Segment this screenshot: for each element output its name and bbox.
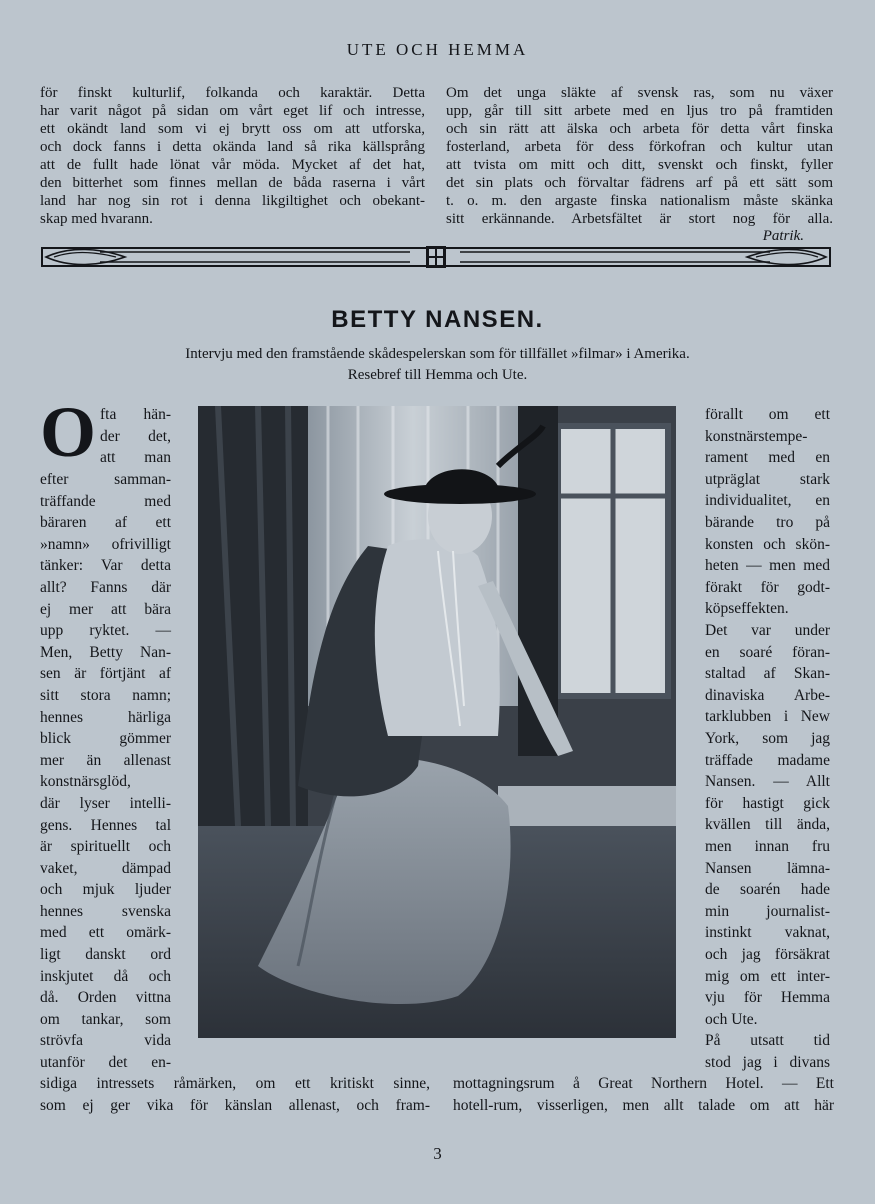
text-line: de soarén hade — [705, 881, 830, 899]
text-line: sitt erkännande. Arbetsfältet är stort nog för alla. — [446, 211, 833, 227]
text-line: utanför det en- — [40, 1054, 171, 1072]
text-line: sen är förtjänt af — [40, 665, 171, 683]
text-line: skap med hvarann. — [40, 211, 153, 227]
text-line: då. Orden vittna — [40, 989, 171, 1007]
text-line: blick gömmer — [40, 730, 171, 748]
ornamental-divider — [40, 244, 832, 272]
right-column-paragraph-2 — [705, 620, 830, 1030]
text-line: och dock fanns i detta okända land så rika källsprång — [40, 139, 425, 155]
text-line: rament med en — [705, 449, 830, 467]
text-line: träffade madame — [705, 751, 830, 769]
text-line: efter samman- — [40, 471, 171, 488]
text-line: dinaviska Arbe- — [705, 686, 830, 704]
text-line: fosterland, arbeta för dess förkofran och kultur utan — [446, 139, 833, 155]
text-line: det sin plats och förvaltar fädrens arf på ett sätt som — [446, 175, 833, 191]
text-line: konstnärstempe- — [705, 427, 808, 445]
text-line: och jag försäkrat — [705, 945, 830, 963]
text-line: tänker: Var detta — [40, 557, 171, 575]
text-line: förakt för godt- — [705, 578, 830, 596]
text-line: att tvista om mitt och ditt, svenskt och finskt, fyller — [446, 157, 833, 173]
text-line: vaket, dämpad — [40, 859, 171, 877]
text-line: kvällen till ända, — [705, 816, 830, 834]
text-line: min journalist- — [705, 902, 830, 920]
top-left-column — [40, 84, 425, 228]
text-line: där lyser intelli- — [40, 794, 171, 812]
text-line: för hastigt gick — [705, 794, 830, 812]
text-line: den bitterhet som finnes mellan de båda raserna i vårt — [40, 175, 425, 191]
text-line: t. o. m. den argaste finska nationalism måste skänka — [446, 193, 833, 209]
text-line: mottagningsrum å Great Northern Hotel. — Ett — [453, 1075, 834, 1092]
text-line: »namn» ofrivilligt — [40, 535, 171, 553]
portrait-illustration — [198, 406, 676, 1038]
bottom-left-column — [40, 1073, 430, 1117]
text-line: Nansen lämna- — [705, 859, 830, 877]
text-line: upp, går till sitt arbete med en ljus tro på framtiden — [446, 103, 833, 119]
text-line: ligt danskt ord — [40, 946, 171, 964]
text-line: är spirituellt och — [40, 838, 171, 856]
text-line: med ett omärk- — [40, 924, 171, 942]
text-line: och mjuk ljuder — [40, 881, 171, 899]
text-line: men innan fru — [705, 837, 830, 855]
text-line: mig om ett inter- — [705, 967, 830, 985]
article-title: BETTY NANSEN. — [331, 306, 544, 333]
left-column-head — [100, 404, 171, 469]
text-line: der det, — [100, 427, 171, 445]
text-line: hennes härliga — [40, 708, 171, 726]
article-subtitle-2: Resebref till Hemma och Ute. — [347, 367, 528, 383]
text-line: sitt stora namn; — [40, 686, 171, 704]
portrait-photo — [198, 406, 676, 1038]
text-line: utpräglat stark — [705, 470, 830, 488]
text-line: tarklubben i New — [705, 708, 830, 726]
text-line: träffande med — [40, 492, 171, 510]
bottom-right-column — [453, 1073, 834, 1117]
text-line: gens. Hennes tal — [40, 816, 171, 834]
text-line: konsten och skön- — [705, 535, 830, 553]
text-line: har varit något på sidan om vårt eget lif och intresse, — [40, 103, 425, 119]
text-line: Nansen. — Allt — [705, 773, 830, 791]
article-subtitle: Intervju med den framstående skådespelerskan som för tillfället »filmar» i Amerika. — [185, 346, 690, 362]
text-line: På utsatt tid — [705, 1032, 830, 1049]
text-line: hotell-rum, visserligen, men allt talade om att här — [453, 1097, 834, 1114]
text-line: för finskt kulturlif, folkanda och karaktär. Detta — [40, 85, 425, 101]
text-line: ett okändt land som vi ej brytt oss om att utforska, — [40, 121, 425, 137]
text-line: bärande tro på — [705, 513, 830, 531]
left-column — [40, 469, 171, 1074]
text-line: sidiga intressets råmärken, om ett kritiskt sinne, — [40, 1075, 430, 1092]
text-line: konstnärsglöd, — [40, 773, 131, 791]
top-right-column — [446, 84, 833, 228]
text-line: York, som jag — [705, 729, 830, 747]
right-column — [705, 404, 830, 620]
text-line: mer än allenast — [40, 751, 171, 769]
signature: Patrik. — [762, 228, 804, 244]
drop-cap: O — [40, 392, 97, 472]
text-line: en soaré föran- — [705, 643, 830, 661]
text-line: att man — [100, 449, 171, 467]
text-line: om tankar, som — [40, 1010, 171, 1028]
text-line: inskjutet då och — [40, 967, 171, 985]
text-line: stod jag i divans — [705, 1053, 830, 1071]
text-line: instinkt vaknat, — [705, 924, 830, 942]
text-line: individualitet, en — [705, 492, 830, 510]
text-line: som ej ger vika för känslan allenast, och fram- — [40, 1097, 430, 1114]
text-line: strövfa vida — [40, 1032, 171, 1050]
running-header: UTE OCH HEMMA — [346, 40, 529, 59]
text-line: hennes svenska — [40, 902, 171, 920]
text-line: köpseffekten. — [705, 600, 789, 618]
text-line: Det var under — [705, 622, 830, 639]
page-number: 3 — [433, 1144, 442, 1163]
text-line: vju för Hemma — [705, 989, 830, 1007]
text-line: allt? Fanns där — [40, 578, 171, 596]
right-column-paragraph-3 — [705, 1030, 830, 1073]
text-line: Men, Betty Nan- — [40, 643, 171, 661]
text-line: att de fullt hade lönat vår möda. Mycket af det hat, — [40, 157, 425, 173]
text-line: ej mer att bära — [40, 600, 171, 618]
text-line: fta hän- — [100, 406, 171, 423]
text-line: bäraren af ett — [40, 514, 171, 532]
text-line: upp ryktet. — — [40, 622, 171, 640]
text-line: Om det unga släkte af svensk ras, som nu växer — [446, 85, 833, 101]
text-line: och Ute. — [705, 1010, 758, 1028]
text-line: land har nog sin rot i denna likgiltighet och obekant- — [40, 193, 425, 209]
text-line: heten — men med — [705, 557, 830, 575]
text-line: staltad af Skan- — [705, 665, 830, 683]
text-line: och sin rätt att älska och arbeta för detta vårt finska — [446, 121, 833, 137]
text-line: förallt om ett — [705, 406, 830, 423]
